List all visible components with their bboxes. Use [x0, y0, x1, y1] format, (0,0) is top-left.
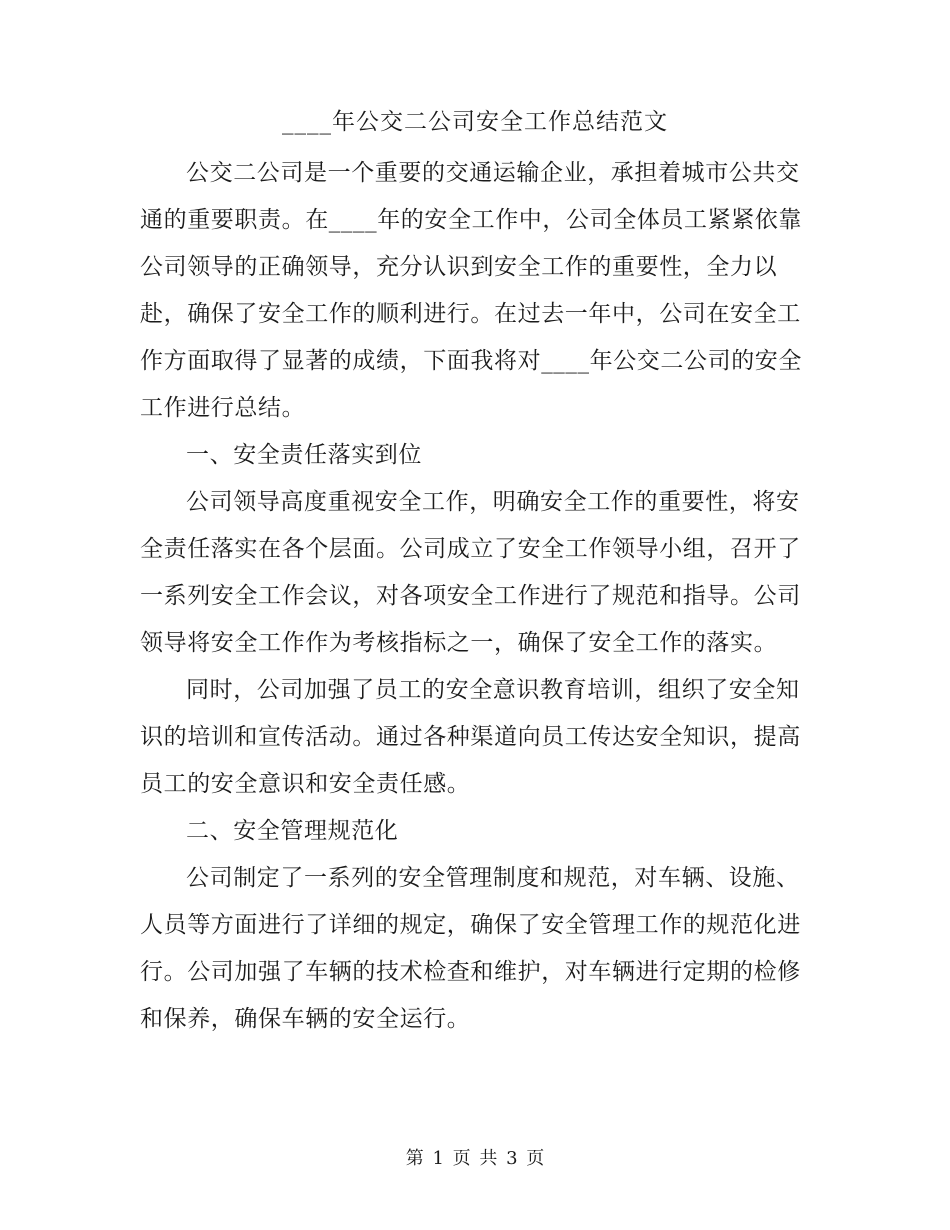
section-heading: 二、安全管理规范化: [186, 818, 399, 844]
paragraph-line: 赴，确保了安全工作的顺利进行。在过去一年中，公司在安全工: [140, 301, 801, 327]
paragraph-line: 和保养，确保车辆的安全运行。: [140, 1006, 471, 1032]
paragraph-line: 一系列安全工作会议，对各项安全工作进行了规范和指导。公司: [140, 583, 801, 609]
paragraph-line: 员工的安全意识和安全责任感。: [140, 771, 471, 797]
page-number-footer: 第 1 页 共 3 页: [405, 1148, 545, 1169]
paragraph-line: 全责任落实在各个层面。公司成立了安全工作领导小组，召开了: [140, 536, 801, 562]
paragraph-line: 公司领导的正确领导，充分认识到安全工作的重要性，全力以: [140, 254, 778, 280]
paragraph-line: 公司制定了一系列的安全管理制度和规范，对车辆、设施、: [186, 865, 800, 891]
paragraph-line: 作方面取得了显著的成绩，下面我将对____年公交二公司的安全: [140, 348, 802, 374]
document-title: ____年公交二公司安全工作总结范文: [282, 109, 668, 135]
paragraph-line: 人员等方面进行了详细的规定，确保了安全管理工作的规范化进: [140, 912, 801, 938]
paragraph-intro: [140, 150, 810, 432]
paragraph-training: [140, 667, 810, 808]
section-heading: 一、安全责任落实到位: [186, 442, 422, 468]
paragraph-line: 行。公司加强了车辆的技术检查和维护，对车辆进行定期的检修: [140, 959, 801, 985]
paragraph-line: 工作进行总结。: [140, 395, 306, 421]
paragraph-line: 公司领导高度重视安全工作，明确安全工作的重要性，将安: [186, 489, 800, 515]
paragraph-line: 领导将安全工作作为考核指标之一，确保了安全工作的落实。: [140, 630, 778, 656]
section-heading-2: [140, 808, 810, 855]
paragraph-line: 通的重要职责。在____年的安全工作中，公司全体员工紧紧依靠: [140, 207, 802, 233]
paragraph-line: 公交二公司是一个重要的交通运输企业，承担着城市公共交: [186, 160, 800, 186]
paragraph-line: 同时，公司加强了员工的安全意识教育培训，组织了安全知: [186, 677, 800, 703]
section-heading-1: [140, 432, 810, 479]
paragraph-responsibility: [140, 479, 810, 667]
paragraph-line: 识的培训和宣传活动。通过各种渠道向员工传达安全知识，提高: [140, 724, 801, 750]
paragraph-management: [140, 855, 810, 1043]
document-body: [140, 150, 810, 1043]
